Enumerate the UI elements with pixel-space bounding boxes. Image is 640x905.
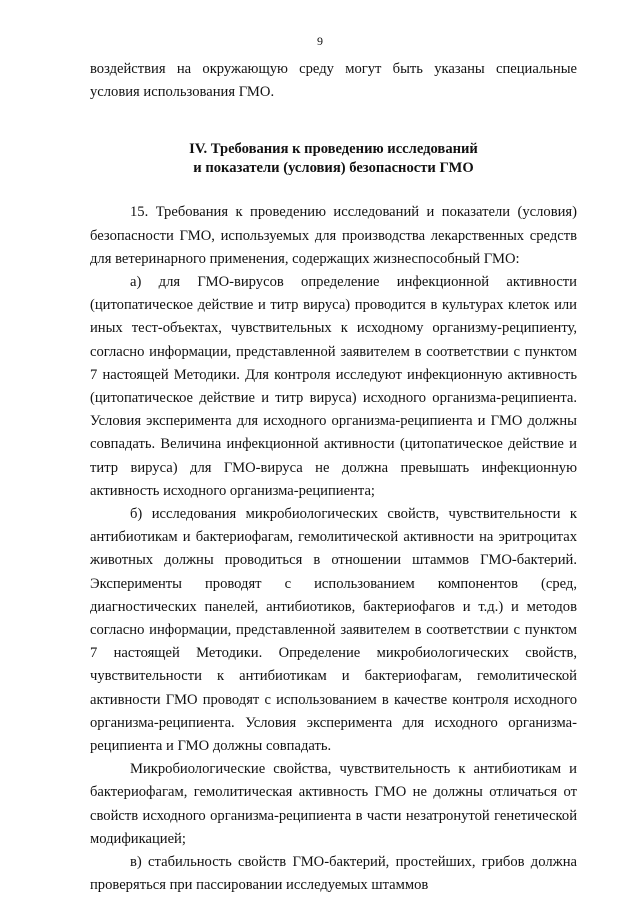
paragraph-microbiological: Микробиологические свойства, чувствительность к антибиотикам и бактериофагам, гемолитическая активность ГМО не должны отличаться от свойств исходного организма-реципиента в части незатронутой генетической модификацией; (90, 761, 577, 847)
paragraph-b: б) исследования микробиологических свойств, чувствительности к антибиотикам и бактериофагам, гемолитической активности на эритроцитах животных должны проводиться в отношении штаммов ГМО-бактерий. Эксперименты проводят с использованием компонентов (сред, диагностических панелей, антибиотиков, бактериофагов и т.д.) и методов согласно информации, представленной заявителем в соответствии с пунктом 7 настоящей Методики. Определение микробиологических свойств, чувствительности к антибиотикам и бактериофагам, гемолитической активности ГМО проводят с использованием в качестве контроля исходного организма-реципиента. Условия эксперимента для исходного организма-реципиента и ГМО должны совпадать. (90, 506, 577, 755)
document-body (90, 58, 577, 898)
section-heading (90, 140, 577, 177)
section-heading-line-1: IV. Требования к проведению исследований (189, 141, 478, 158)
page-number: 9 (317, 34, 323, 48)
paragraph-a: а) для ГМО-вирусов определение инфекционной активности (цитопатическое действие и титр вируса) проводится в культурах клеток или иных тест-объектах, чувствительных к исходному организму-реципиенту, согласно информации, представленной заявителем в соответствии с пунктом 7 настоящей Методики. Для контроля исследуют инфекционную активность (цитопатическое действие и титр вируса) исходного организма-реципиента. Условия эксперимента для исходного организма-реципиента и ГМО должны совпадать. Величина инфекционной активности (цитопатическое действие и титр вируса) для ГМО-вируса не должна превышать инфекционную активность исходного организма-реципиента; (90, 274, 577, 499)
paragraph-v: в) стабильность свойств ГМО-бактерий, простейших, грибов должна проверяться при пассировании исследуемых штаммов (90, 854, 577, 894)
paragraph-15: 15. Требования к проведению исследований и показатели (условия) безопасности ГМО, используемых для производства лекарственных средств для ветеринарного применения, содержащих жизнеспособный ГМО: (90, 204, 577, 267)
continuation-paragraph: воздействия на окружающую среду могут быть указаны специальные условия использования ГМО. (90, 61, 577, 101)
section-heading-line-2: и показатели (условия) безопасности ГМО (193, 159, 474, 176)
